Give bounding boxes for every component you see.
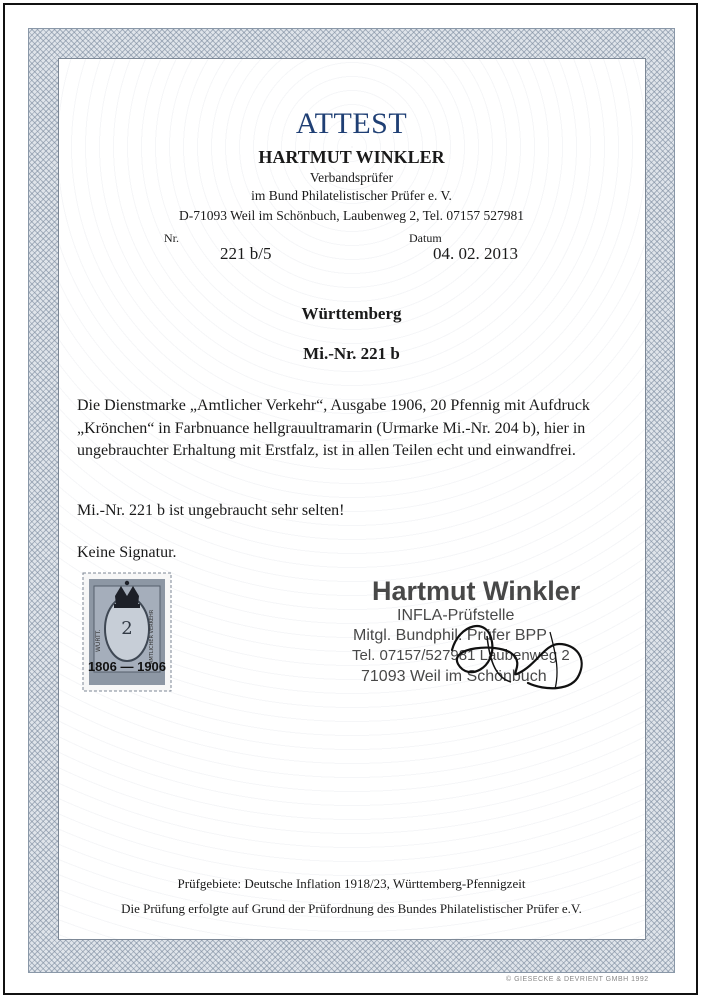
stamp-corner-value: 2 — [121, 618, 133, 639]
handstamp-phone-address: Tel. 07157/527981 Laubenweg 2 — [352, 647, 570, 664]
examination-fields: Prüfgebiete: Deutsche Inflation 1918/23, Württemberg-Pfennigzeit — [177, 876, 526, 891]
certificate-date-label: Datum — [409, 231, 442, 245]
handstamp-office: INFLA-Prüfstelle — [397, 607, 515, 624]
handstamp-name: Hartmut Winkler — [372, 576, 581, 606]
stamp-country: Württemberg — [301, 304, 402, 323]
certificate-title: ATTEST — [295, 107, 408, 140]
certificate-number-label: Nr. — [164, 231, 179, 245]
signature-note: Keine Signatur. — [77, 544, 177, 561]
handstamp-membership: Mitgl. Bundphil. Prüfer BPP — [353, 627, 547, 644]
examination-rules: Die Prüfung erfolgte auf Grund der Prüfordnung des Bundes Philatelistischer Prüfer e.V. — [121, 901, 582, 916]
stamp-image — [82, 572, 172, 692]
examiner-name: HARTMUT WINKLER — [258, 147, 445, 167]
examiner-address: D-71093 Weil im Schönbuch, Laubenweg 2, Tel. 07157 527981 — [178, 208, 525, 223]
catalog-number: Mi.-Nr. 221 b — [303, 344, 400, 363]
printer-mark: © GIESECKE & DEVRIENT GMBH 1992 — [506, 976, 649, 983]
certificate-date-value: 04. 02. 2013 — [433, 244, 518, 263]
examiner-handstamp — [340, 572, 605, 702]
stamp-side-text: WÜRTT. — [95, 629, 102, 652]
handstamp-town: 71093 Weil im Schönbuch — [361, 668, 547, 685]
rarity-statement: Mi.-Nr. 221 b ist ungebraucht sehr selten! — [77, 502, 345, 519]
association-name: im Bund Philatelistischer Prüfer e. V. — [251, 188, 452, 203]
examiner-role: Verbandsprüfer — [309, 170, 394, 185]
certificate-number-value: 221 b/5 — [220, 244, 272, 263]
stamp-overprint-years: 1806 — 1906 — [87, 659, 167, 674]
stamp-official-text: AMTLICHER VERKEHR — [149, 609, 155, 664]
certificate-description: Die Dienstmarke „Amtlicher Verkehr“, Ausgabe 1906, 20 Pfennig mit Aufdruck „Krönchen“ in Farbnuance hellgrauultramarin (Urmarke Mi.-Nr. 204 b), hier in ungebrauchter Erhaltung mit Erstfalz, ist in allen Teilen echt und einwandfrei. — [77, 397, 590, 459]
